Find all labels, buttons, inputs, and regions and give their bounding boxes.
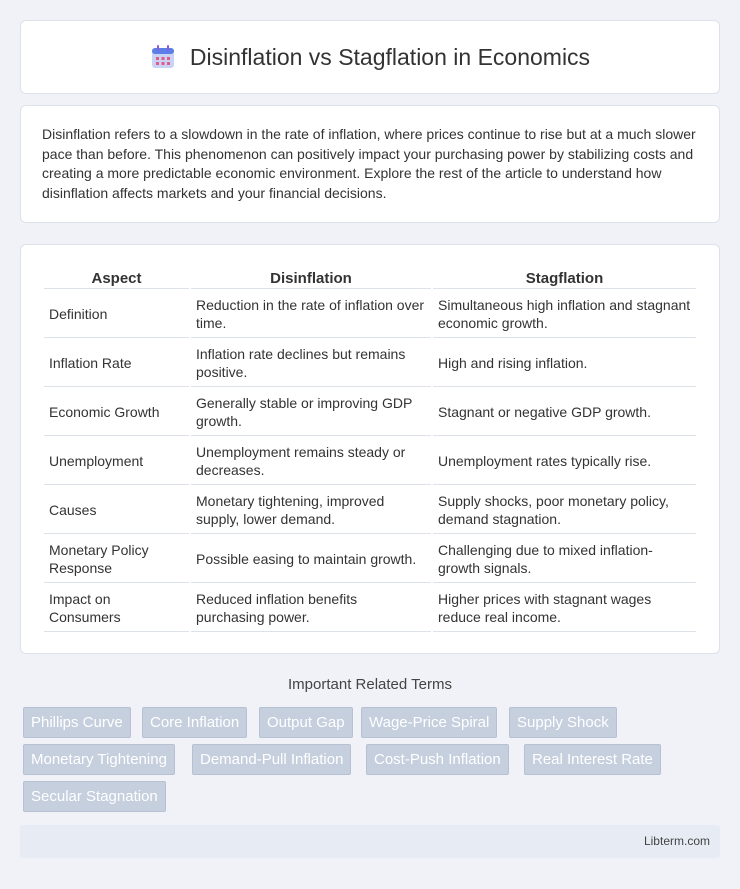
table-cell: High and rising inflation.: [433, 340, 696, 387]
table-cell: Inflation Rate: [44, 340, 189, 387]
comparison-table: [42, 265, 698, 634]
table-cell: Definition: [44, 291, 189, 338]
title-card: [20, 20, 720, 94]
table-row: [44, 291, 696, 338]
tag-wage-price-spiral[interactable]: Wage-Price Spiral: [361, 707, 497, 738]
table-cell: Reduction in the rate of inflation over time.: [191, 291, 431, 338]
intro-text: Disinflation refers to a slowdown in the rate of inflation, where prices continue to rise but at a much slower pace than before. This phenomenon can positively impact your purchasing power by stabilizing costs and creating a more predictable economic environment. Explore the rest of the article to understand how disinflation affects markets and your financial decisions.: [42, 126, 696, 201]
column-header-disinflation: Disinflation: [191, 267, 431, 289]
table-cell: Stagnant or negative GDP growth.: [433, 389, 696, 436]
intro-card: [20, 105, 720, 223]
footer-site-name[interactable]: Libterm.com: [643, 834, 710, 848]
table-cell: Inflation rate declines but remains positive.: [191, 340, 431, 387]
table-row: [44, 389, 696, 436]
tag-core-inflation[interactable]: Core Inflation: [142, 707, 247, 738]
table-cell: Reduced inflation benefits purchasing power.: [191, 585, 431, 632]
tag-cost-push-inflation[interactable]: Cost-Push Inflation: [366, 744, 509, 775]
table-cell: Monetary tightening, improved supply, lower demand.: [191, 487, 431, 534]
table-cell: Challenging due to mixed inflation-growth signals.: [433, 536, 696, 583]
table-cell: Possible easing to maintain growth.: [191, 536, 431, 583]
table-cell: Monetary Policy Response: [44, 536, 189, 583]
tag-phillips-curve[interactable]: Phillips Curve: [23, 707, 131, 738]
page-title: Disinflation vs Stagflation in Economics: [189, 43, 591, 70]
table-cell: Supply shocks, poor monetary policy, demand stagnation.: [433, 487, 696, 534]
related-terms-title: Important Related Terms: [288, 676, 452, 693]
table-cell: Unemployment: [44, 438, 189, 485]
table-cell: Generally stable or improving GDP growth.: [191, 389, 431, 436]
tag-secular-stagnation[interactable]: Secular Stagnation: [23, 781, 166, 812]
comparison-table-card: [20, 244, 720, 654]
table-cell: Unemployment rates typically rise.: [433, 438, 696, 485]
table-row: [44, 340, 696, 387]
tag-real-interest-rate[interactable]: Real Interest Rate: [524, 744, 661, 775]
calendar-icon: [150, 44, 176, 70]
table-cell: Impact on Consumers: [44, 585, 189, 632]
table-cell: Unemployment remains steady or decreases.: [191, 438, 431, 485]
column-header-aspect: Aspect: [44, 267, 189, 289]
table-row: [44, 585, 696, 632]
table-cell: Causes: [44, 487, 189, 534]
table-header-row: [44, 267, 696, 289]
table-cell: Economic Growth: [44, 389, 189, 436]
tag-demand-pull-inflation[interactable]: Demand-Pull Inflation: [192, 744, 351, 775]
table-cell: Higher prices with stagnant wages reduce real income.: [433, 585, 696, 632]
table-row: [44, 536, 696, 583]
column-header-stagflation: Stagflation: [433, 267, 696, 289]
table-row: [44, 438, 696, 485]
tag-supply-shock[interactable]: Supply Shock: [509, 707, 617, 738]
tag-monetary-tightening[interactable]: Monetary Tightening: [23, 744, 175, 775]
table-cell: Simultaneous high inflation and stagnant economic growth.: [433, 291, 696, 338]
footer: [20, 825, 720, 858]
table-row: [44, 487, 696, 534]
tag-output-gap[interactable]: Output Gap: [259, 707, 353, 738]
